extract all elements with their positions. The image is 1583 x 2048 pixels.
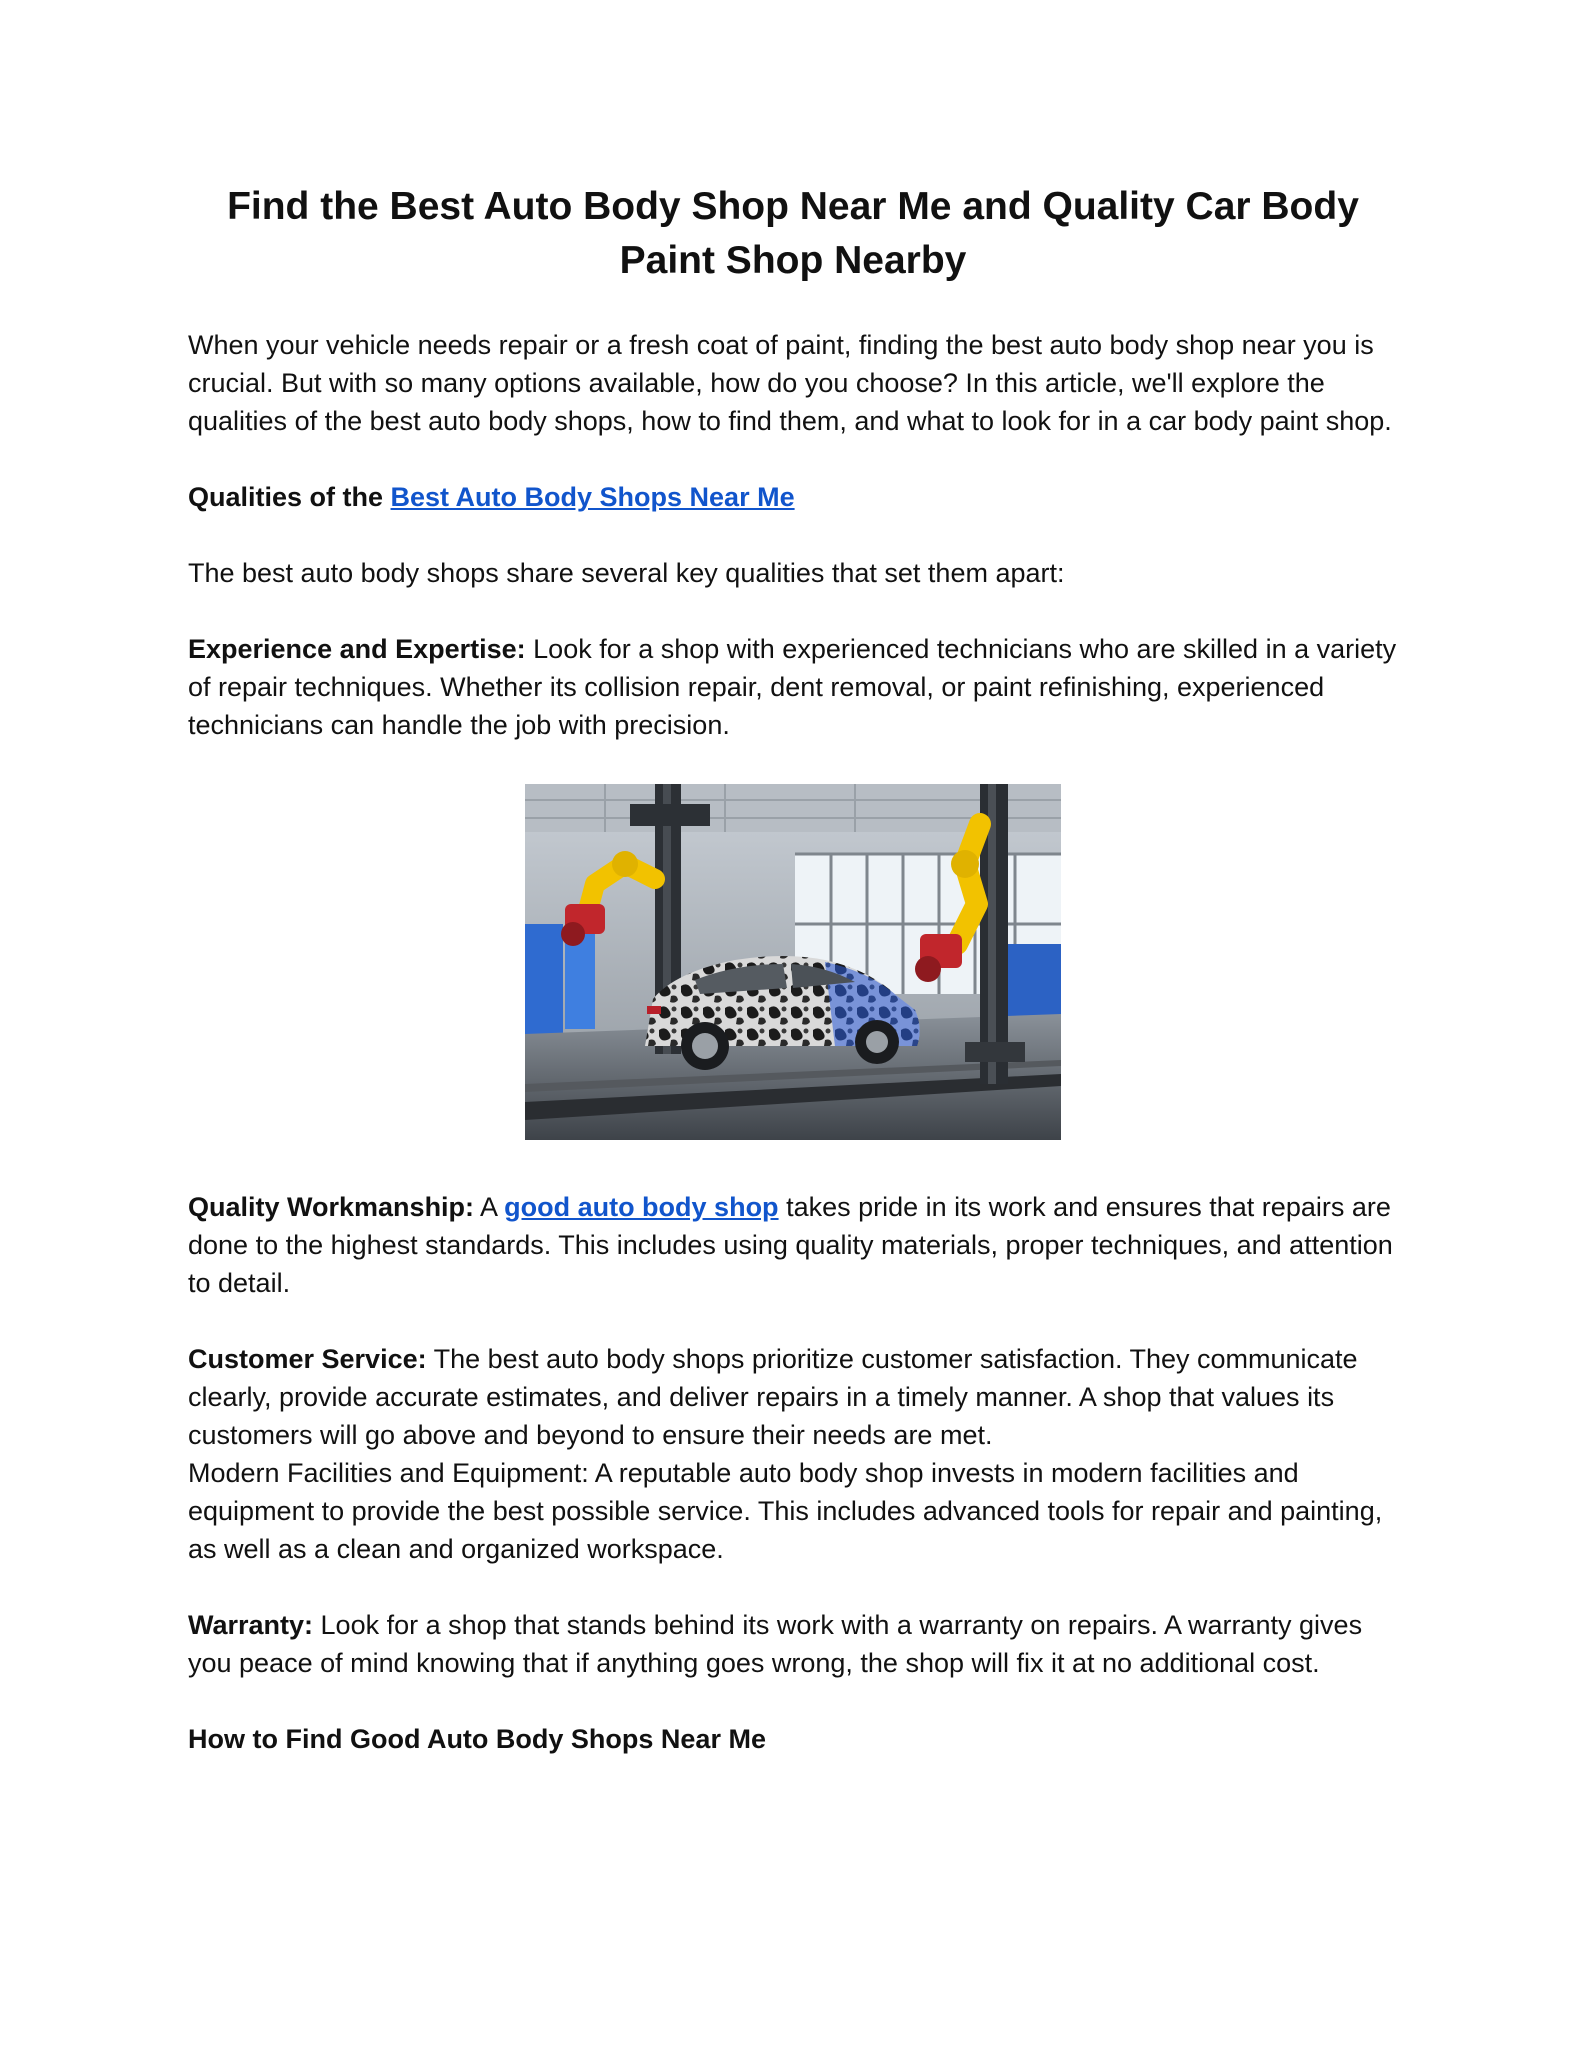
workmanship-post-link: takes pride in its work and ensures that repairs are done to the highest standards. This includes using quality materials, proper techniques, and attention to detail. bbox=[188, 1192, 1393, 1298]
workmanship-pre-link: A bbox=[474, 1192, 505, 1222]
facilities-paragraph: Modern Facilities and Equipment: A reputable auto body shop invests in modern facilities and equipment to provide the best possible service. This includes advanced tools for repair and painting, as well as a clean and organized workspace. bbox=[188, 1458, 1383, 1564]
service-paragraph bbox=[188, 1340, 1398, 1454]
warranty-paragraph bbox=[188, 1606, 1398, 1682]
experience-label: Experience and Expertise: bbox=[188, 634, 526, 664]
qualities-heading-prefix: Qualities of the bbox=[188, 482, 391, 512]
qualities-heading bbox=[188, 478, 1398, 516]
service-text: The best auto body shops prioritize customer satisfaction. They communicate clearly, provide accurate estimates, and deliver repairs in a timely manner. A shop that values its customers will go above and beyond to ensure their needs are met. bbox=[188, 1344, 1358, 1450]
find-shops-heading: How to Find Good Auto Body Shops Near Me bbox=[188, 1724, 766, 1754]
intro-paragraph: When your vehicle needs repair or a fresh coat of paint, finding the best auto body shop near you is crucial. But with so many options available, how do you choose? In this article, we'll explore the qualities of the best auto body shops, how to find them, and what to look for in a car body paint shop. bbox=[188, 330, 1392, 436]
page-title: Find the Best Auto Body Shop Near Me and Quality Car Body Paint Shop Nearby bbox=[227, 185, 1359, 282]
best-auto-body-shops-link[interactable]: Best Auto Body Shops Near Me bbox=[390, 482, 795, 512]
workmanship-label: Quality Workmanship: bbox=[188, 1192, 475, 1222]
warranty-label: Warranty: bbox=[188, 1610, 314, 1640]
experience-text: Look for a shop with experienced technicians who are skilled in a variety of repair techniques. Whether its collision repair, dent removal, or paint refinishing, experienced technicians can handle the job with precision. bbox=[188, 634, 1397, 740]
service-label: Customer Service: bbox=[188, 1344, 427, 1374]
qualities-intro: The best auto body shops share several key qualities that set them apart: bbox=[188, 558, 1065, 588]
document-page bbox=[188, 180, 1398, 1758]
robotic-paint-shop-image bbox=[525, 784, 1061, 1140]
workmanship-paragraph bbox=[188, 1188, 1398, 1302]
warranty-text: Look for a shop that stands behind its work with a warranty on repairs. A warranty gives you peace of mind knowing that if anything goes wrong, the shop will fix it at no additional cost. bbox=[188, 1610, 1363, 1678]
experience-paragraph bbox=[188, 630, 1398, 744]
good-auto-body-shop-link[interactable]: good auto body shop bbox=[504, 1192, 779, 1222]
